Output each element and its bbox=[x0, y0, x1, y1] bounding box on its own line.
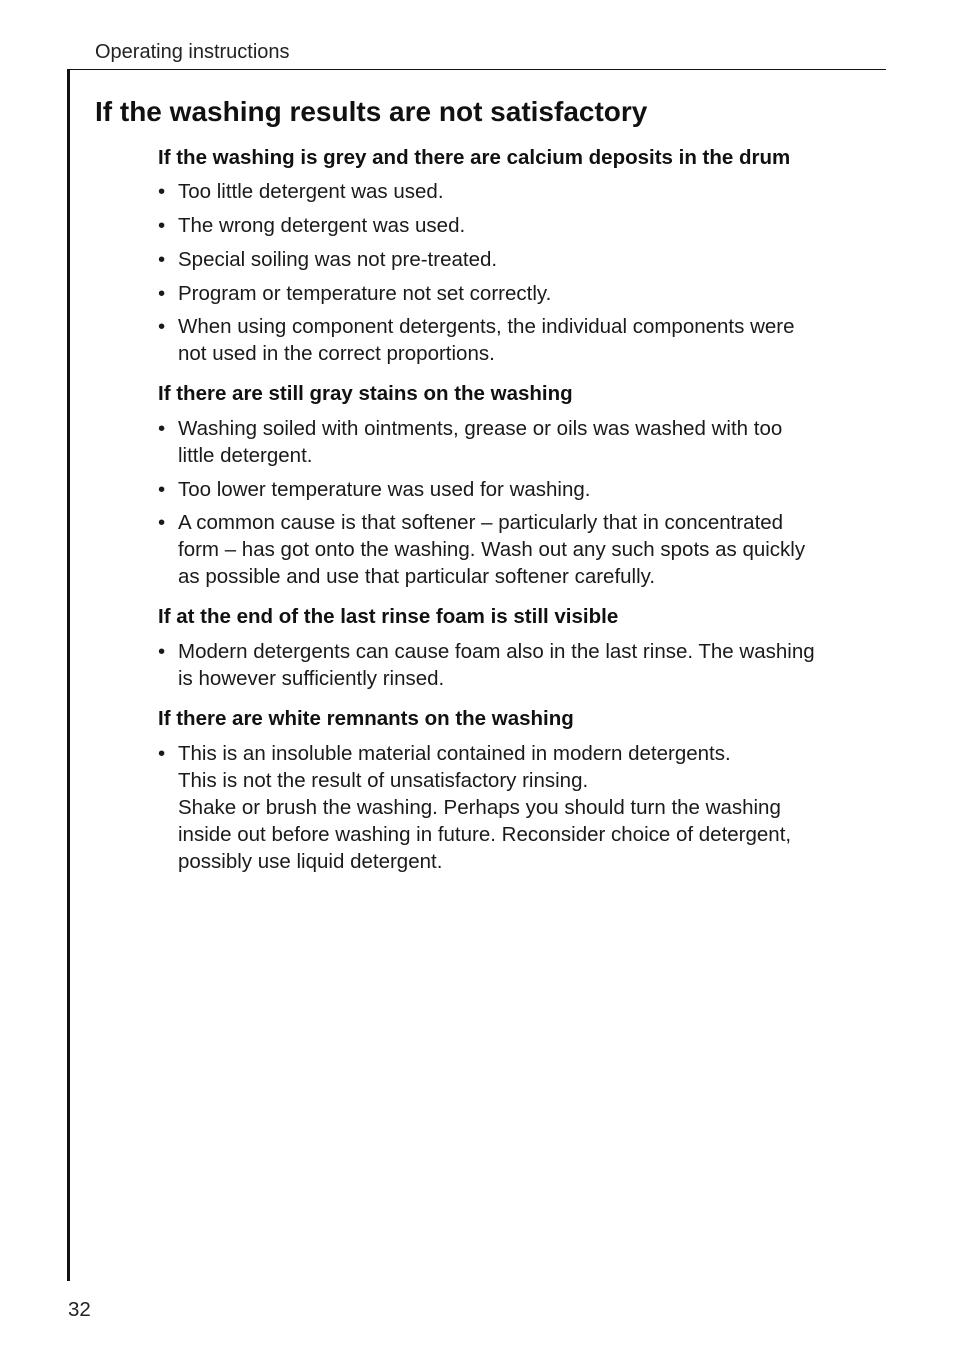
item-text: A common cause is that softener – particularly that in concentrated bbox=[178, 511, 784, 534]
bullet-dot: • bbox=[158, 282, 166, 305]
list-item bbox=[158, 740, 858, 875]
list-item bbox=[158, 476, 858, 503]
bullet-dot: • bbox=[158, 417, 166, 440]
item-text: Too little detergent was used. bbox=[178, 180, 444, 203]
bullet-list bbox=[158, 740, 858, 875]
section-heading: If the washing is grey and there are calcium deposits in the drum bbox=[158, 146, 791, 169]
bullet-dot: • bbox=[158, 180, 166, 203]
list-item bbox=[158, 638, 858, 692]
item-text: When using component detergents, the individual components were bbox=[178, 315, 795, 338]
section-white-remnants bbox=[158, 705, 858, 875]
list-item bbox=[158, 178, 858, 205]
item-text: Shake or brush the washing. Perhaps you should turn the washing bbox=[178, 796, 781, 819]
bullet-list bbox=[158, 178, 858, 367]
item-text: inside out before washing in future. Reconsider choice of detergent, bbox=[178, 823, 792, 846]
item-text: not used in the correct proportions. bbox=[178, 342, 495, 365]
item-text: form – has got onto the washing. Wash out any such spots as quickly bbox=[178, 538, 806, 561]
bullet-dot: • bbox=[158, 511, 166, 534]
list-item bbox=[158, 313, 858, 367]
list-item bbox=[158, 509, 858, 590]
running-header: Operating instructions bbox=[95, 41, 290, 63]
item-text: as possible and use that particular softener carefully. bbox=[178, 565, 656, 588]
bullet-dot: • bbox=[158, 248, 166, 271]
list-item bbox=[158, 415, 858, 469]
list-item bbox=[158, 280, 858, 307]
page-title: If the washing results are not satisfactory bbox=[95, 96, 648, 127]
page-number: 32 bbox=[68, 1298, 91, 1321]
bullet-dot: • bbox=[158, 640, 166, 663]
section-grey-washing bbox=[158, 144, 858, 367]
content bbox=[158, 144, 858, 875]
bullet-list bbox=[158, 638, 858, 692]
bullet-dot: • bbox=[158, 214, 166, 237]
item-text: possibly use liquid detergent. bbox=[178, 850, 443, 873]
margin-rule bbox=[67, 69, 70, 1281]
section-foam-visible bbox=[158, 603, 858, 692]
item-text: This is not the result of unsatisfactory rinsing. bbox=[178, 769, 589, 792]
item-text: Special soiling was not pre-treated. bbox=[178, 248, 498, 271]
list-item bbox=[158, 212, 858, 239]
item-text: Washing soiled with ointments, grease or oils was washed with too bbox=[178, 417, 783, 440]
bullet-list bbox=[158, 415, 858, 590]
header-rule bbox=[68, 69, 886, 70]
item-text: Too lower temperature was used for washing. bbox=[178, 478, 591, 501]
list-item bbox=[158, 246, 858, 273]
section-heading: If there are white remnants on the washing bbox=[158, 707, 574, 730]
bullet-dot: • bbox=[158, 315, 166, 338]
section-gray-stains bbox=[158, 380, 858, 590]
item-text: is however sufficiently rinsed. bbox=[178, 667, 445, 690]
item-text: Program or temperature not set correctly. bbox=[178, 282, 552, 305]
section-heading: If at the end of the last rinse foam is still visible bbox=[158, 605, 619, 628]
item-text: The wrong detergent was used. bbox=[178, 214, 466, 237]
item-text: This is an insoluble material contained in modern detergents. bbox=[178, 742, 731, 765]
item-text: Modern detergents can cause foam also in the last rinse. The washing bbox=[178, 640, 815, 663]
item-text: little detergent. bbox=[178, 444, 313, 467]
bullet-dot: • bbox=[158, 478, 166, 501]
bullet-dot: • bbox=[158, 742, 166, 765]
section-heading: If there are still gray stains on the washing bbox=[158, 382, 573, 405]
